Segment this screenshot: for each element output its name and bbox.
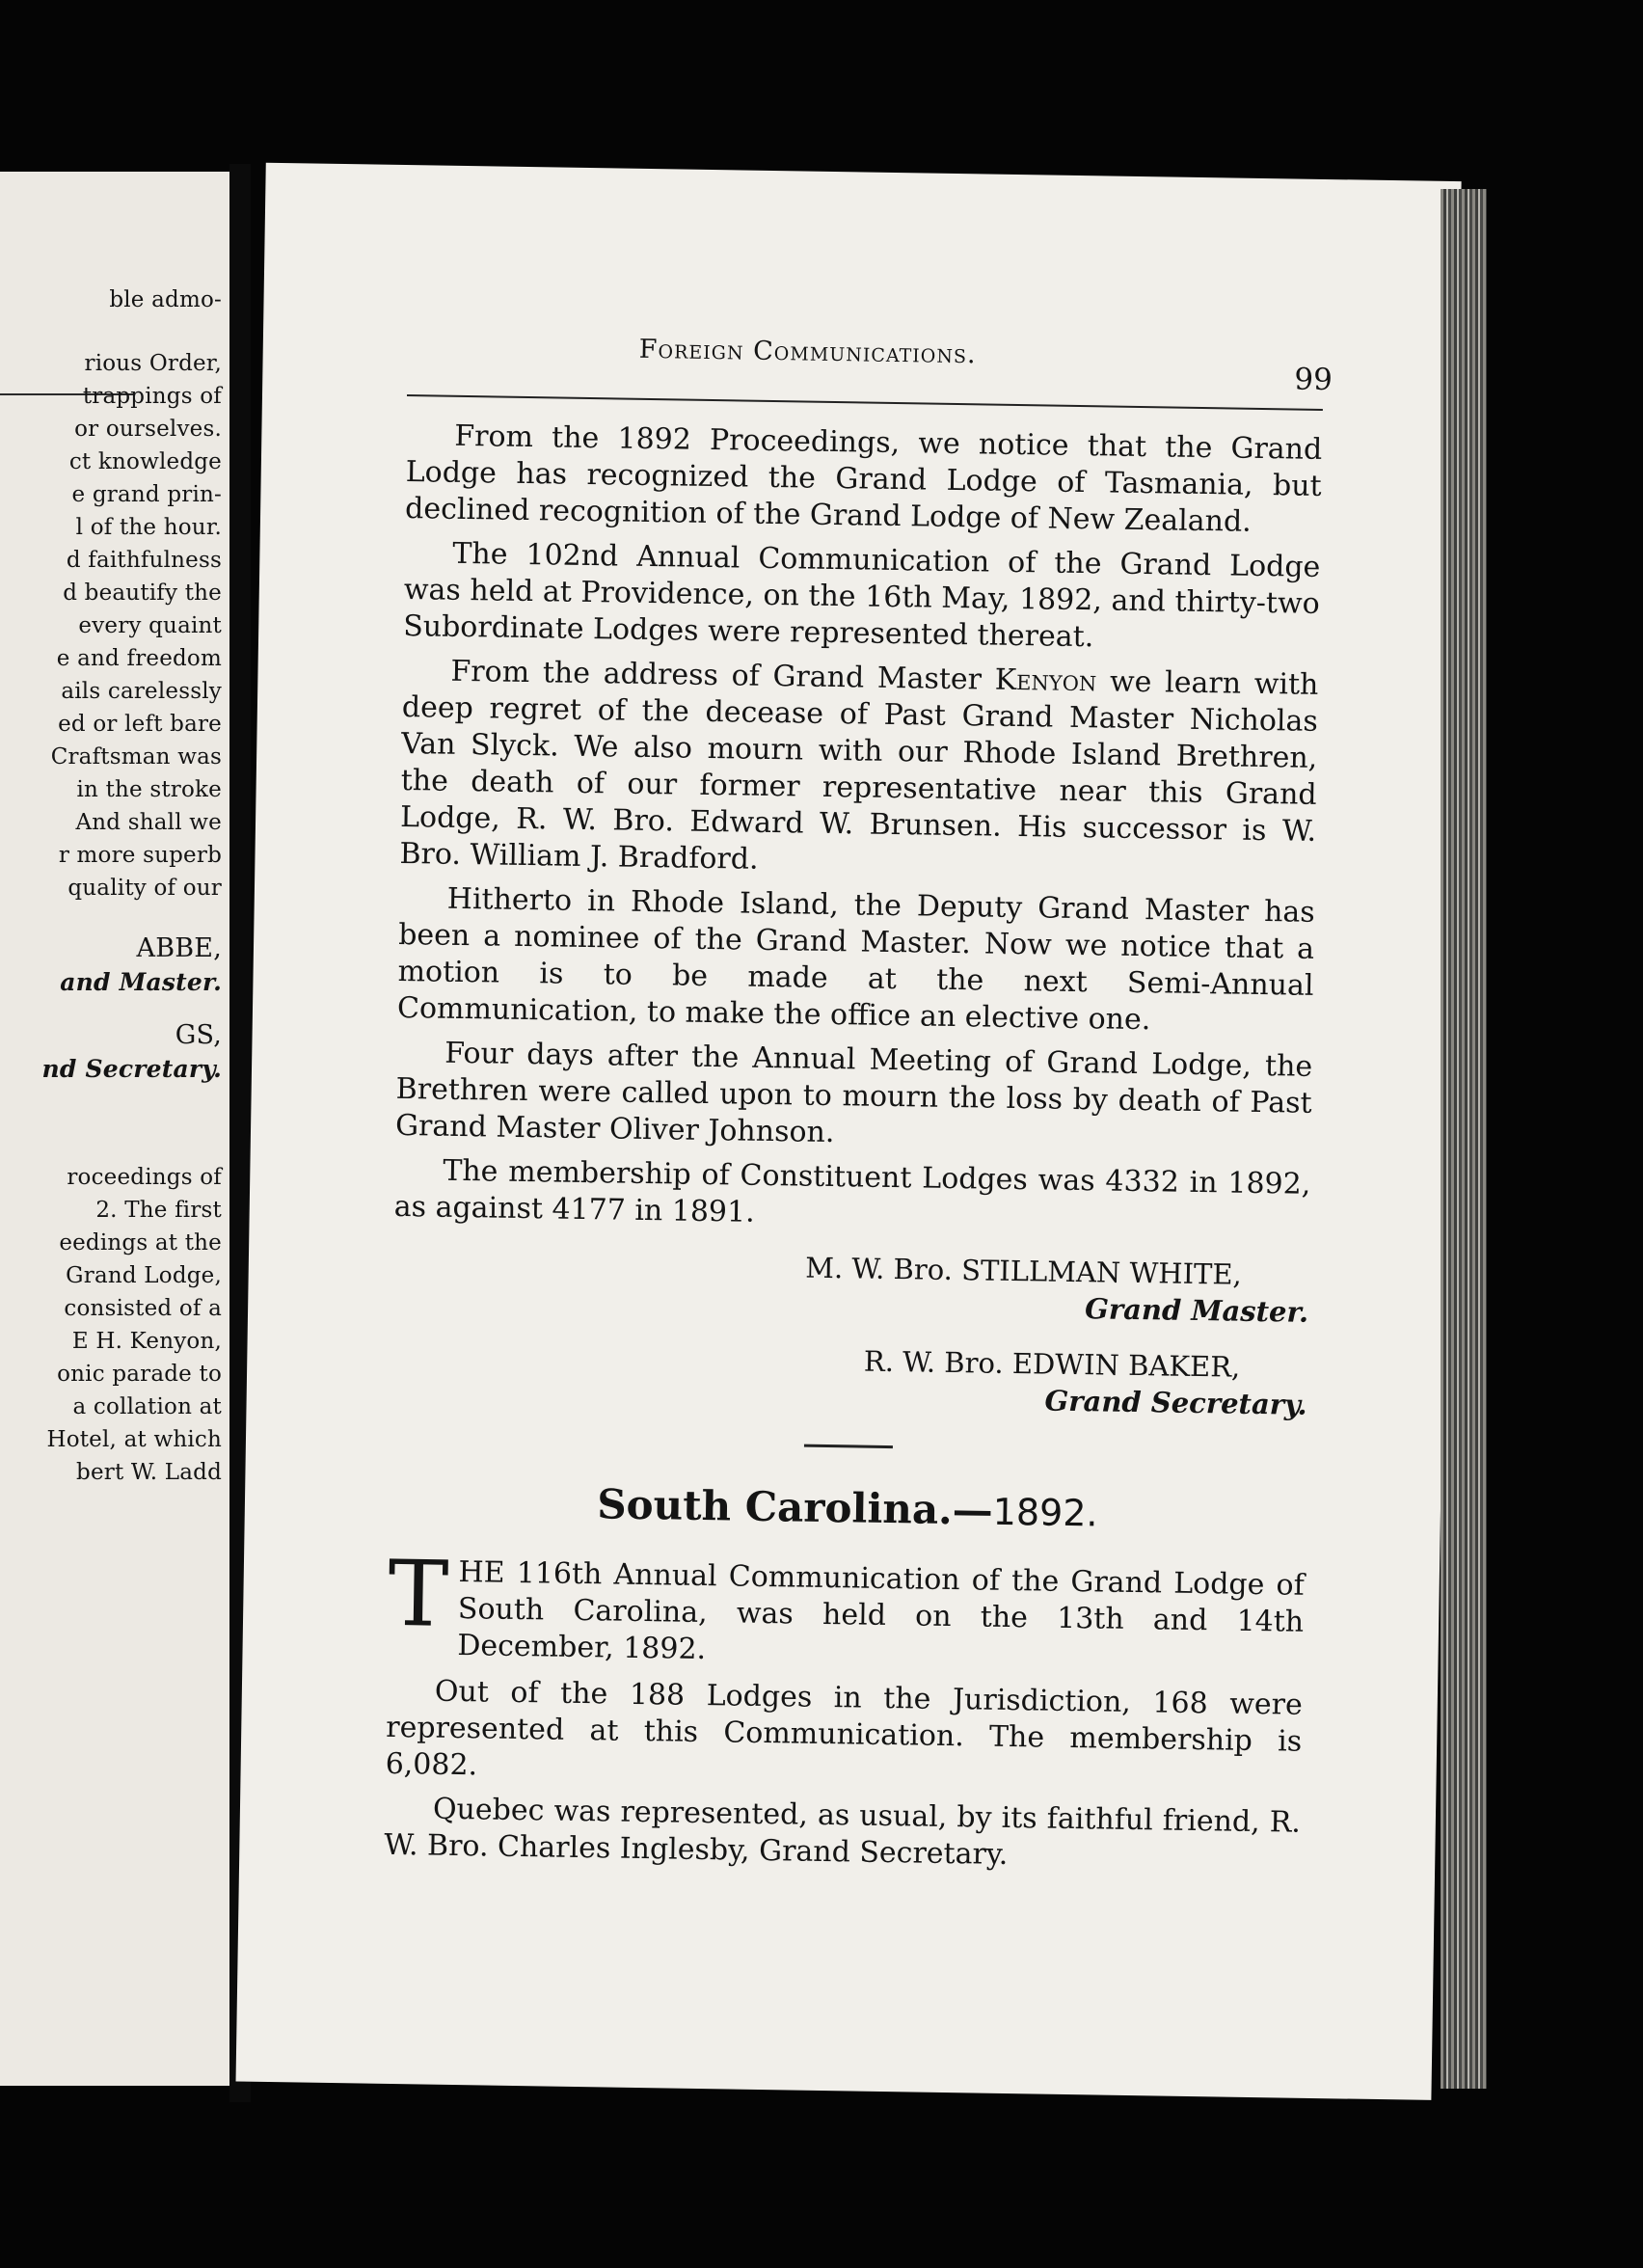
section-first-text: HE 116th Annual Communication of the Grand Lodge of South Carolina, was held on the 13th and 14th December, 1892.: [457, 1555, 1306, 1667]
running-head-initial: F: [638, 334, 659, 365]
left-page-fragment: onic parade to: [57, 1362, 222, 1387]
left-page-fragment: or ourselves.: [74, 417, 222, 442]
left-page-fragment: consisted of a: [64, 1296, 222, 1321]
left-page-fragment: rious Order,: [84, 351, 222, 376]
left-page-fragment: every quaint: [78, 613, 222, 638]
left-page-fragment: eedings at the: [59, 1230, 222, 1256]
left-page-fragment: 2. The first: [95, 1198, 222, 1223]
left-page-fragment: Grand Lodge,: [66, 1263, 222, 1288]
left-page-fragment: ble admo-: [109, 287, 222, 312]
section-heading-year: 1892.: [992, 1490, 1098, 1535]
paragraph: Quebec was represented, as usual, by its faithful friend, R. W. Bro. Charles Inglesby, Grand Secretary.: [384, 1792, 1302, 1873]
section-divider: [804, 1444, 893, 1448]
signature-name: R. W. Bro. EDWIN BAKER,: [863, 1344, 1241, 1384]
left-page-fragment: r more superb: [58, 843, 222, 868]
left-page-fragment: trappings of: [82, 384, 222, 409]
left-page-fragment: and Master.: [60, 968, 222, 996]
running-head-rest: oreign Communications.: [658, 335, 977, 370]
left-page-fragment: GS,: [175, 1020, 222, 1050]
page-body: [384, 418, 1323, 1886]
left-page-fragment: e and freedom: [56, 646, 222, 671]
left-page-fragment: d beautify the: [63, 580, 222, 606]
left-page-fragment: in the stroke: [76, 777, 222, 802]
kenyon-name: Kenyon: [994, 662, 1097, 699]
left-page-fragment: d faithfulness: [66, 548, 222, 573]
page-edge-stack: [1441, 189, 1487, 2089]
left-page-fragment: a collation at: [72, 1394, 222, 1419]
left-page-fragment: ct knowledge: [68, 449, 222, 474]
paragraph: Hitherto in Rhode Island, the Deputy Grand Master has been a nominee of the Grand Master. Now we notice that a motion is to be made at the next Semi-Annual Communication, to make the office an elective one.: [396, 881, 1315, 1038]
left-page-fragment: And shall we: [75, 810, 222, 835]
page-number: 99: [1294, 362, 1333, 398]
left-page-fragment: l of the hour.: [75, 515, 222, 540]
left-page-fragment: ABBE,: [136, 933, 222, 963]
left-page-fragment: ed or left bare: [58, 712, 222, 737]
left-page-fragment: quality of our: [67, 876, 222, 901]
left-page-fragment: roceedings of: [67, 1165, 222, 1190]
left-page-fragment: Craftsman was: [50, 744, 222, 770]
signature-title: Grand Secretary.: [1044, 1384, 1307, 1421]
paragraph: Four days after the Annual Meeting of Grand Lodge, the Brethren were called upon to mourn the loss by death of Past Grand Master Oliver Johnson.: [394, 1036, 1313, 1150]
left-page-fragment: bert W. Ladd: [76, 1460, 222, 1485]
left-page-fragment: Hotel, at which: [46, 1427, 222, 1452]
section-heading-name: South Carolina.—: [596, 1480, 994, 1534]
kenyon-after: we learn with deep regret of the decease of Past Grand Master Nicholas Van Slyck. We also mourn with our Rhode Island Brethren, the death of our former representative near this Grand Lodge, R. W. Bro. Edward W. Brunsen. His successor is W. Bro. William J. Bradford.: [399, 664, 1319, 877]
running-head: [639, 335, 977, 369]
paragraph-kenyon: [399, 653, 1318, 887]
signature-name: M. W. Bro. STILLMAN WHITE,: [805, 1251, 1243, 1291]
section-heading: [390, 1477, 1306, 1539]
paragraph: Out of the 188 Lodges in the Jurisdiction, 168 were represented at this Communication. The membership is 6,082.: [385, 1674, 1304, 1783]
drop-cap: T: [387, 1541, 450, 1648]
section-first-paragraph: [387, 1541, 1306, 1678]
paragraph: From the 1892 Proceedings, we notice that the Grand Lodge has recognized the Grand Lodge of Tasmania, but declined recognition of the Grand Lodge of New Zealand.: [404, 418, 1323, 539]
paragraph: The membership of Constituent Lodges was 4332 in 1892, as against 4177 in 1891.: [393, 1153, 1311, 1229]
left-page-fragment: e grand prin-: [71, 482, 222, 507]
signature-title: Grand Master.: [1084, 1292, 1309, 1329]
main-page: [236, 163, 1462, 2100]
paragraph: The 102nd Annual Communication of the Grand Lodge was held at Providence, on the 16th May, 1892, and thirty-two Subordinate Lodges were represented thereat.: [402, 536, 1321, 655]
left-page-fragment: E H. Kenyon,: [71, 1329, 222, 1354]
signature-grand-master: [391, 1243, 1310, 1423]
left-page-fragment: nd Secretary.: [41, 1055, 222, 1083]
left-page-fragment: ails carelessly: [61, 679, 222, 704]
left-page: [0, 172, 229, 2086]
kenyon-before: From the address of Grand Master: [450, 654, 996, 697]
header-rule: [407, 394, 1323, 411]
